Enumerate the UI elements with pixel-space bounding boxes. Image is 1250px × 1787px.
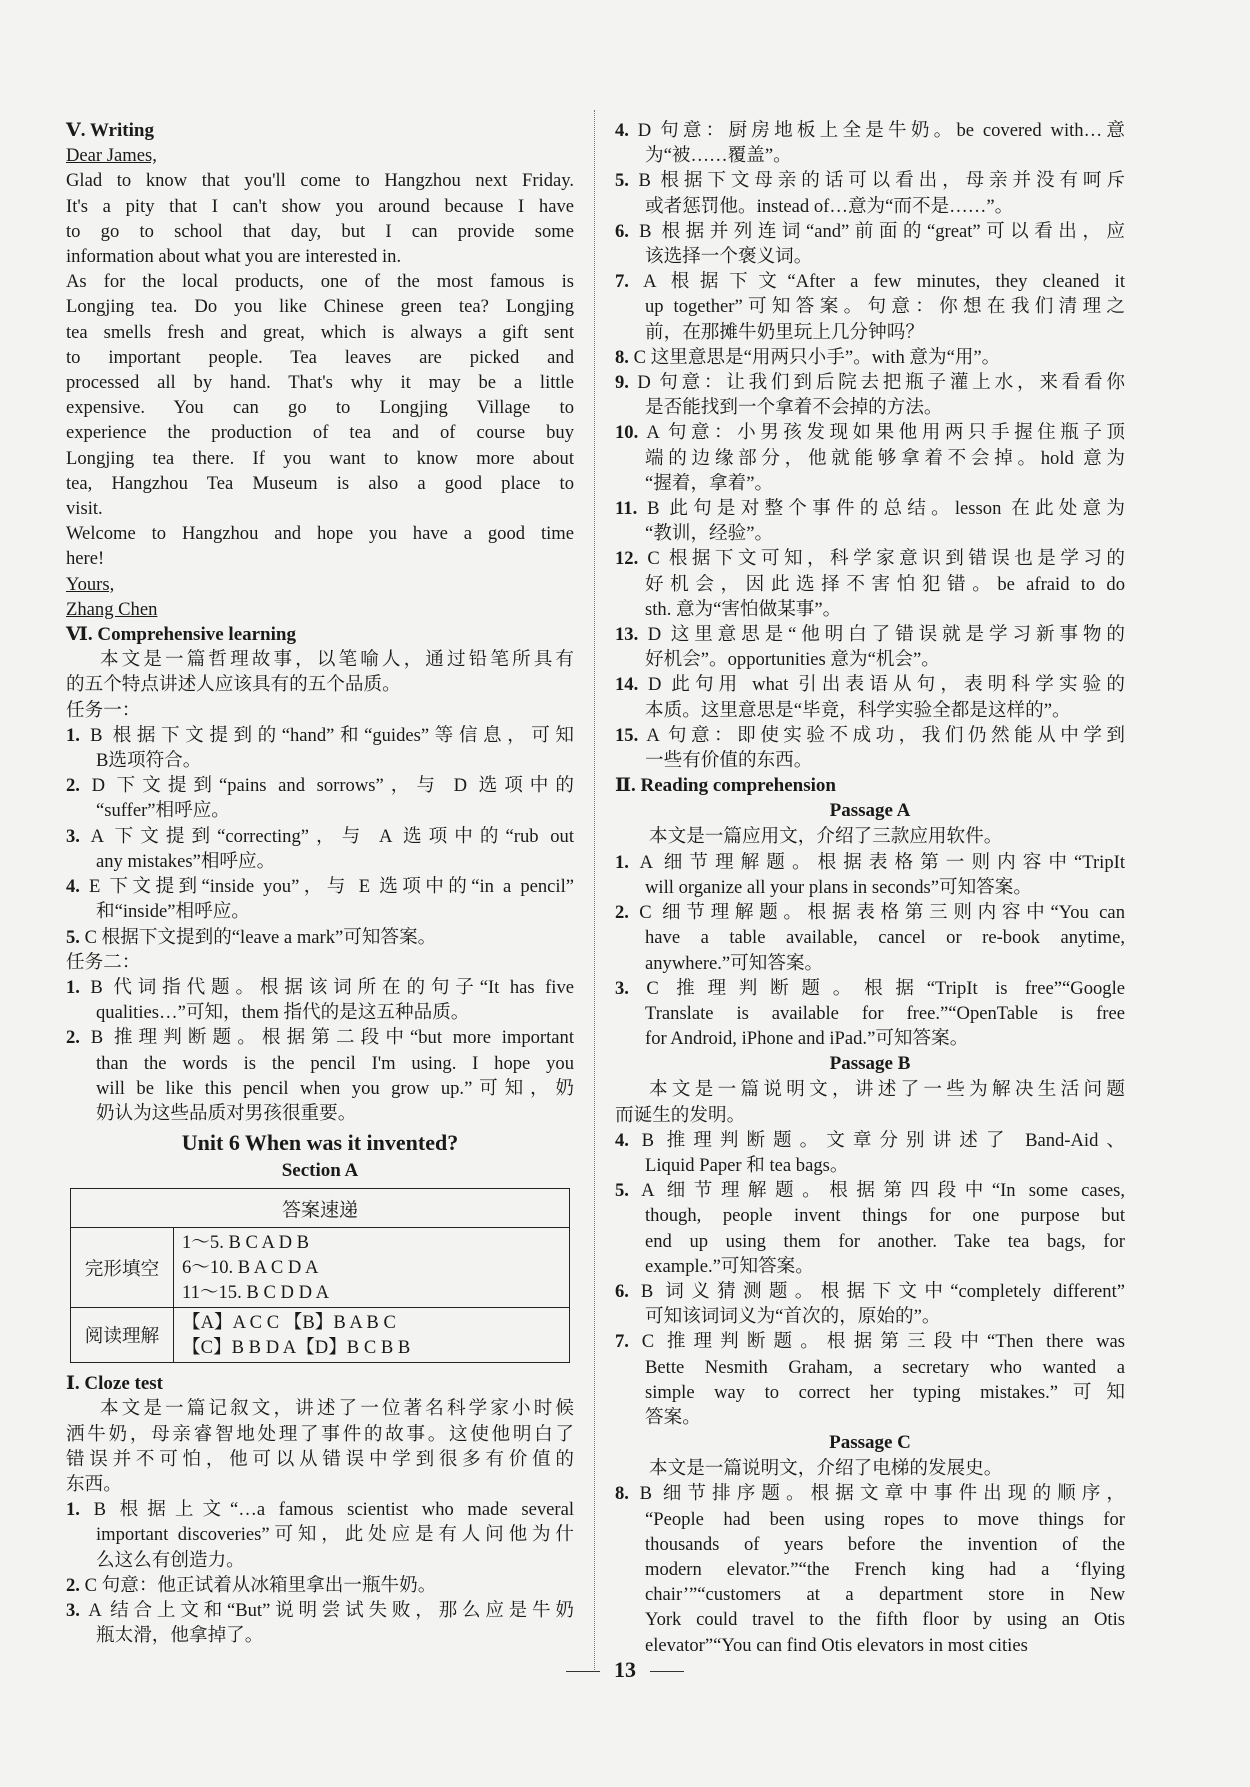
cloze-answer-line: 15. A 句意：即使实验不成功，我们仍然能从中学到 bbox=[615, 724, 1125, 746]
passage-b-intro bbox=[615, 1077, 1125, 1127]
cloze-answer-line: 14. D 此句用 what 引出表语从句，表明科学实验的 bbox=[615, 674, 1125, 696]
cloze-answers-left bbox=[66, 1497, 574, 1648]
cloze-answer-line: “握着，拿着”。 bbox=[645, 472, 774, 494]
page-number-text: 13 bbox=[614, 1657, 636, 1682]
task2-label: 任务二： bbox=[66, 951, 141, 973]
cloze-intro-line: 洒牛奶，母亲睿智地处理了事件的故事。这使他明白了 bbox=[66, 1423, 574, 1445]
cloze-answer-line: 前，在那摊牛奶里玩上几分钟吗？ bbox=[645, 321, 924, 343]
reading-answer-row: 【A】A C C 【B】B A B C bbox=[182, 1312, 396, 1334]
letter-line: to go to school that day, but I can provide some bbox=[66, 220, 574, 242]
cloze-answer-row: 1～5. B C A D B bbox=[182, 1232, 310, 1254]
task2-answers bbox=[66, 975, 574, 1126]
passage-b-answer-line: 7. C 推理判断题。根据第三段中“Then there was bbox=[615, 1331, 1125, 1353]
passage-a-answer-line: have a table available, cancel or re-book anytime, bbox=[645, 927, 1125, 949]
cloze-intro-line: 本文是一篇记叙文，讲述了一位著名科学家小时候 bbox=[100, 1398, 574, 1420]
comprehensive-learning-heading: Ⅵ. Comprehensive learning bbox=[66, 624, 296, 646]
cloze-answer-line: 瓶太滑，他拿掉了。 bbox=[96, 1625, 264, 1647]
passage-c-answer-line: elevator”“You can find Otis elevators in most cities bbox=[645, 1634, 1028, 1656]
reading-heading: Ⅱ. Reading comprehension bbox=[615, 775, 836, 797]
letter-line: processed all by hand. That's why it may be a little bbox=[66, 372, 574, 394]
letter-closing: Yours, bbox=[66, 573, 115, 595]
cloze-answer-line: 7. A 根据下文“After a few minutes, they cleaned it bbox=[615, 271, 1125, 293]
task2-answer-line: 2. B 推理判断题。根据第二段中“but more important bbox=[66, 1027, 574, 1049]
answer-table bbox=[70, 1188, 570, 1363]
task1-answer-line: “suffer”相呼应。 bbox=[96, 800, 230, 822]
task2-answer-line: qualities…”可知，them 指代的是这五种品质。 bbox=[96, 1002, 470, 1024]
passage-a-intro: 本文是一篇应用文，介绍了三款应用软件。 bbox=[649, 826, 1003, 848]
task2-answer-line: 奶认为这些品质对男孩很重要。 bbox=[96, 1102, 357, 1124]
passage-c-answers bbox=[615, 1481, 1125, 1657]
task1-answer-line: any mistakes”相呼应。 bbox=[96, 850, 276, 872]
cloze-answer-line: 本质。这里意思是“毕竟，科学实验全都是这样的”。 bbox=[645, 699, 1071, 721]
letter-line: As for the local products, one of the most famous is bbox=[66, 271, 574, 293]
passage-c-answer-line: “People had been using ropes to move things for bbox=[645, 1508, 1125, 1530]
letter-line: Longjing tea. Do you like Chinese green tea? Longjing bbox=[66, 296, 574, 318]
cloze-answer-line: 3. A 结合上文和“But”说明尝试失败，那么应是牛奶 bbox=[66, 1599, 574, 1621]
passage-b-answer-line: Bette Nesmith Graham, a secretary who wanted a bbox=[645, 1356, 1125, 1378]
passage-a-answer-line: 2. C 细节理解题。根据表格第三则内容中“You can bbox=[615, 902, 1125, 924]
passage-a-answers bbox=[615, 850, 1125, 1052]
passage-c-answer-line: York could travel to the fifth floor by using an Otis bbox=[645, 1609, 1125, 1631]
cloze-answer-line: 一些有价值的东西。 bbox=[645, 750, 813, 772]
letter-line: experience the production of tea and of course buy bbox=[66, 422, 574, 444]
task1-answers bbox=[66, 723, 574, 950]
passage-b-answer-line: 5. A 细节理解题。根据第四段中“In some cases, bbox=[615, 1180, 1125, 1202]
passage-c-answer-line: 8. B 细节排序题。根据文章中事件出现的顺序， bbox=[615, 1483, 1125, 1505]
passage-c-title: Passage C bbox=[829, 1432, 911, 1454]
passage-b-answer-line: 4. B 推理判断题。文章分别讲述了 Band-Aid、 bbox=[615, 1129, 1125, 1151]
task1-answer-line: 5. C 根据下文提到的“leave a mark”可知答案。 bbox=[66, 926, 437, 948]
letter-line: It's a pity that I can't show you around because I have bbox=[66, 195, 574, 217]
letter-line: tea smells fresh and great, which is always a gift sent bbox=[66, 321, 574, 343]
task2-answer-line: will be like this pencil when you grow up.”可知，奶 bbox=[96, 1077, 574, 1099]
column-divider bbox=[594, 110, 595, 1670]
passage-c-answer-line: thousands of years before the invention of the bbox=[645, 1533, 1125, 1555]
passage-b-answer-line: 6. B 词义猜测题。根据下文中“completely different” bbox=[615, 1280, 1125, 1302]
passage-a-title: Passage A bbox=[829, 800, 911, 822]
cloze-answer-line: 么这么有创造力。 bbox=[96, 1549, 245, 1571]
passage-b-answer-line: Liquid Paper 和 tea bags。 bbox=[645, 1154, 849, 1176]
cloze-answer-line: 端的边缘部分，他就能够拿着不会掉。hold 意为 bbox=[645, 447, 1125, 469]
cloze-intro-line: 错误并不可怕，他可以从错误中学到很多有价值的 bbox=[66, 1448, 574, 1470]
cloze-answer-line: 8. C 这里意思是“用两只小手”。with 意为“用”。 bbox=[615, 346, 1001, 368]
task1-answer-line: 4. E 下文提到“inside you”，与 E 选项中的“in a pencil” bbox=[66, 876, 574, 898]
page-number bbox=[0, 1657, 1250, 1683]
cloze-answer-line: 或者惩罚他。instead of…意为“而不是……”。 bbox=[645, 195, 1014, 217]
letter-salutation: Dear James, bbox=[66, 145, 157, 167]
cloze-answer-line: sth. 意为“害怕做某事”。 bbox=[645, 598, 842, 620]
cloze-answer-line: 好机会”。opportunities 意为“机会”。 bbox=[645, 649, 940, 671]
task1-answer-line: 和“inside”相呼应。 bbox=[96, 901, 250, 923]
letter-body bbox=[66, 168, 574, 571]
cloze-answer-line: 该选择一个褒义词。 bbox=[645, 246, 813, 268]
letter-line: visit. bbox=[66, 498, 103, 520]
cloze-answer-line: 11. B 此句是对整个事件的总结。lesson 在此处意为 bbox=[615, 498, 1125, 520]
right-column bbox=[615, 118, 1125, 1658]
writing-heading: Ⅴ. Writing bbox=[66, 120, 154, 141]
letter-line: expensive. You can go to Longjing Village to bbox=[66, 397, 574, 419]
comprehensive-intro bbox=[66, 647, 574, 697]
passage-a-answer-line: 1. A 细节理解题。根据表格第一则内容中“TripIt bbox=[615, 851, 1125, 873]
cloze-answer-line: 1. B 根据上文“…a famous scientist who made several bbox=[66, 1499, 574, 1521]
cloze-answer-line: 4. D 句意：厨房地板上全是牛奶。be covered with…意 bbox=[615, 120, 1125, 141]
passage-b-answers bbox=[615, 1128, 1125, 1430]
cloze-answers-right bbox=[615, 118, 1125, 773]
task2-answer-line: 1. B 代词指代题。根据该词所在的句子“It has five bbox=[66, 976, 574, 998]
task1-answer-line: 3. A 下文提到“correcting”，与 A 选项中的“rub out bbox=[66, 825, 574, 847]
passage-b-title: Passage B bbox=[829, 1053, 911, 1075]
passage-a-answer-line: anywhere.”可知答案。 bbox=[645, 952, 824, 974]
passage-b-answer-line: end up using them for another. Take tea bags, for bbox=[645, 1230, 1125, 1252]
passage-b-answer-line: example.”可知答案。 bbox=[645, 1255, 814, 1277]
cloze-answer-line: 好机会，因此选择不害怕犯错。be afraid to do bbox=[645, 573, 1125, 595]
reading-answer-row: 【C】B B D A【D】B C B B bbox=[182, 1337, 411, 1359]
unit-title: Unit 6 When was it invented? bbox=[181, 1130, 459, 1156]
passage-b-intro-line: 本文是一篇说明文，讲述了一些为解决生活问题 bbox=[649, 1079, 1125, 1101]
cloze-answer-line: “教训，经验”。 bbox=[645, 523, 774, 545]
cloze-answer-line: 12. C 根据下文可知，科学家意识到错误也是学习的 bbox=[615, 548, 1125, 570]
cloze-answer-row: 11～15. B C D D A bbox=[182, 1282, 330, 1304]
left-column bbox=[66, 118, 574, 1648]
letter-line: here! bbox=[66, 548, 105, 570]
cloze-intro bbox=[66, 1396, 574, 1497]
passage-c-intro: 本文是一篇说明文，介绍了电梯的发展史。 bbox=[649, 1458, 1003, 1480]
passage-a-answer-line: will organize all your plans in seconds”可知答案。 bbox=[645, 876, 1032, 898]
passage-b-answer-line: 可知该词词义为“首次的，原始的”。 bbox=[645, 1306, 941, 1328]
cloze-answer-line: up together”可知答案。句意：你想在我们清理之 bbox=[645, 296, 1125, 318]
passage-c-answer-line: chair’”“customers at a department store in New bbox=[645, 1584, 1125, 1606]
comp-intro-line: 的五个特点讲述人应该具有的五个品质。 bbox=[66, 674, 401, 696]
cloze-answer-line: 10. A 句意：小男孩发现如果他用两只手握住瓶子顶 bbox=[615, 422, 1125, 444]
letter-line: tea, Hangzhou Tea Museum is also a good place to bbox=[66, 472, 574, 494]
passage-b-answer-line: simple way to correct her typing mistakes.”可知 bbox=[645, 1381, 1125, 1403]
letter-line: to important people. Tea leaves are picked and bbox=[66, 346, 574, 368]
cloze-answer-line: 为“被……覆盖”。 bbox=[645, 145, 792, 167]
section-title: Section A bbox=[281, 1160, 359, 1182]
task1-answer-line: 2. D 下文提到“pains and sorrows”，与 D 选项中的 bbox=[66, 775, 574, 797]
letter-line: Welcome to Hangzhou and hope you have a good time bbox=[66, 523, 574, 545]
passage-a-answer-line: Translate is available for free.”“OpenTable is free bbox=[645, 1002, 1125, 1024]
cloze-answer-line: 9. D 句意：让我们到后院去把瓶子灌上水，来看看你 bbox=[615, 372, 1125, 394]
cloze-intro-line: 东西。 bbox=[66, 1473, 122, 1495]
task1-answer-line: 1. B 根据下文提到的“hand”和“guides”等信息，可知 bbox=[66, 724, 574, 746]
letter-signature: Zhang Chen bbox=[66, 598, 158, 620]
answer-table-header: 答案速递 bbox=[71, 1189, 570, 1228]
cloze-answer-line: 13. D 这里意思是“他明白了错误就是学习新事物的 bbox=[615, 624, 1125, 646]
passage-a-answer-line: 3. C 推理判断题。根据“TripIt is free”“Google bbox=[615, 977, 1125, 999]
cloze-answer-row: 6～10. B A C D A bbox=[182, 1257, 319, 1279]
task1-label: 任务一： bbox=[66, 699, 141, 721]
passage-b-answer-line: 答案。 bbox=[645, 1406, 701, 1428]
passage-b-answer-line: though, people invent things for one purpose but bbox=[645, 1205, 1125, 1227]
passage-a-answer-line: for Android, iPhone and iPad.”可知答案。 bbox=[645, 1028, 969, 1050]
task1-answer-line: B选项符合。 bbox=[96, 750, 202, 772]
task2-answer-line: than the words is the pencil I'm using. I hope you bbox=[96, 1052, 574, 1074]
cloze-answer-line: 6. B 根据并列连词“and”前面的“great”可以看出，应 bbox=[615, 220, 1125, 242]
comp-intro-line: 本文是一篇哲理故事，以笔喻人，通过铅笔所具有 bbox=[100, 649, 574, 671]
letter-line: Glad to know that you'll come to Hangzhou next Friday. bbox=[66, 170, 574, 192]
letter-line: Longjing tea there. If you want to know more about bbox=[66, 447, 574, 469]
cloze-label: 完形填空 bbox=[71, 1228, 174, 1308]
passage-c-answer-line: modern elevator.”“the French king had a ‘flying bbox=[645, 1558, 1125, 1580]
cloze-answer-line: 2. C 句意：他正试着从冰箱里拿出一瓶牛奶。 bbox=[66, 1574, 437, 1596]
passage-b-intro-line: 而诞生的发明。 bbox=[615, 1104, 746, 1126]
cloze-answer-line: important discoveries”可知，此处应是有人问他为什 bbox=[96, 1524, 574, 1546]
cloze-answer-line: 是否能找到一个拿着不会掉的方法。 bbox=[645, 397, 943, 419]
reading-label: 阅读理解 bbox=[71, 1308, 174, 1363]
letter-line: information about what you are interested in. bbox=[66, 246, 402, 268]
cloze-answer-line: 5. B 根据下文母亲的话可以看出，母亲并没有呵斥 bbox=[615, 170, 1125, 192]
cloze-test-heading: Ⅰ. Cloze test bbox=[66, 1373, 163, 1395]
